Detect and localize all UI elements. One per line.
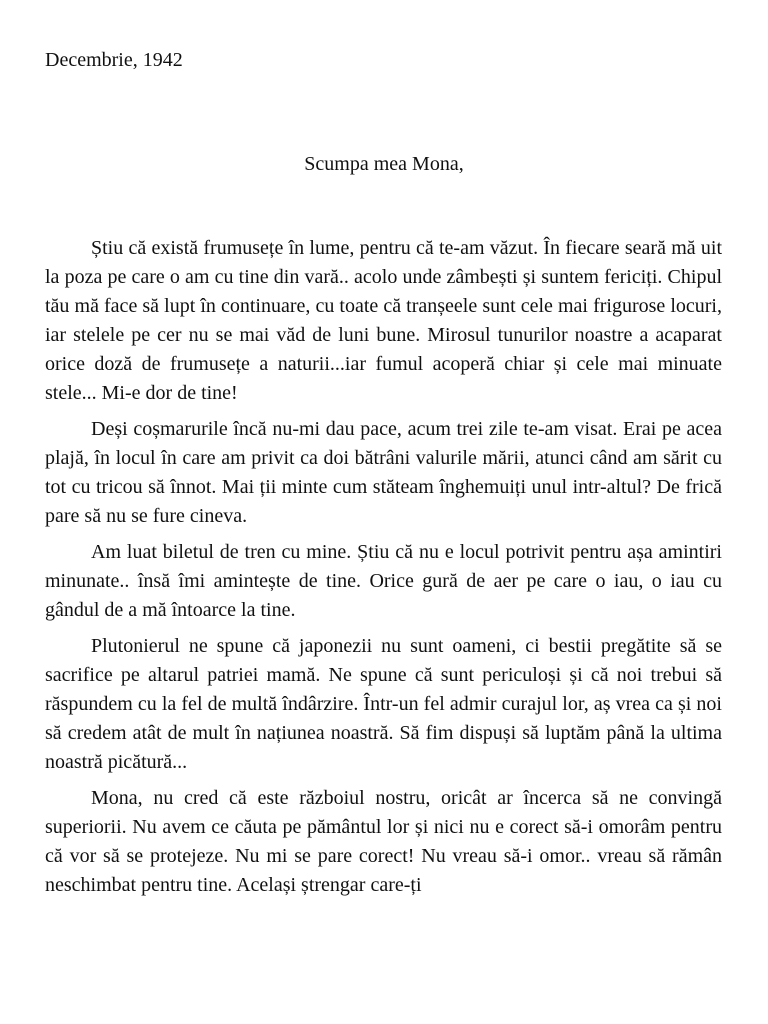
paragraph: Deși coșmarurile încă nu-mi dau pace, acum trei zile te-am visat. Erai pe acea plajă, în locul în care am privit ca doi bătrâni valurile mării, atunci când am sărit cu tot cu tricou să înnot. Mai ții minte cum stăteam înghemuiți unul intr-altul? De frică pare să nu se fure cineva. [45, 418, 722, 527]
letter-date: Decembrie, 1942 [45, 49, 183, 71]
paragraph: Am luat biletul de tren cu mine. Știu că nu e locul potrivit pentru așa amintiri minunate.. însă îmi amintește de tine. Orice gură de aer pe care o iau, o iau cu gândul de a mă întoarce la tine. [45, 541, 722, 621]
paragraph: Mona, nu cred că este războiul nostru, oricât ar încerca să ne convingă superiorii. Nu avem ce căuta pe pământul lor și nici nu e corect să-i omorâm pentru că vor să se protejeze. Nu mi se pare corect! Nu vreau să-i omor.. vreau să rămân neschimbat pentru tine. Același ștrengar care-ți [45, 787, 722, 896]
letter-body [45, 234, 722, 907]
paragraph: Știu că există frumusețe în lume, pentru că te-am văzut. În fiecare seară mă uit la poza pe care o am cu tine din vară.. acolo unde zâmbești și suntem fericiți. Chipul tău mă face să lupt în continuare, cu toate că tranșeele sunt cele mai frigurose locuri, iar stelele pe cer nu se mai văd de luni bune. Mirosul tunurilor noastre a acaparat orice doză de frumusețe a naturii...iar fumul acoperă chiar și cele mai minuate stele... Mi-e dor de tine! [45, 237, 722, 404]
letter-salutation: Scumpa mea Mona, [304, 153, 464, 175]
paragraph: Plutonierul ne spune că japonezii nu sunt oameni, ci bestii pregătite să se sacrifice pe altarul patriei mamă. Ne spune că sunt periculoși și că noi trebui să răspundem cu la fel de multă îndârzire. Într-un fel admir curajul lor, aș vrea ca și noi să credem atât de mult în națiunea noastră. Să fim dispuși să luptăm până la ultima noastră picătură... [45, 635, 722, 773]
